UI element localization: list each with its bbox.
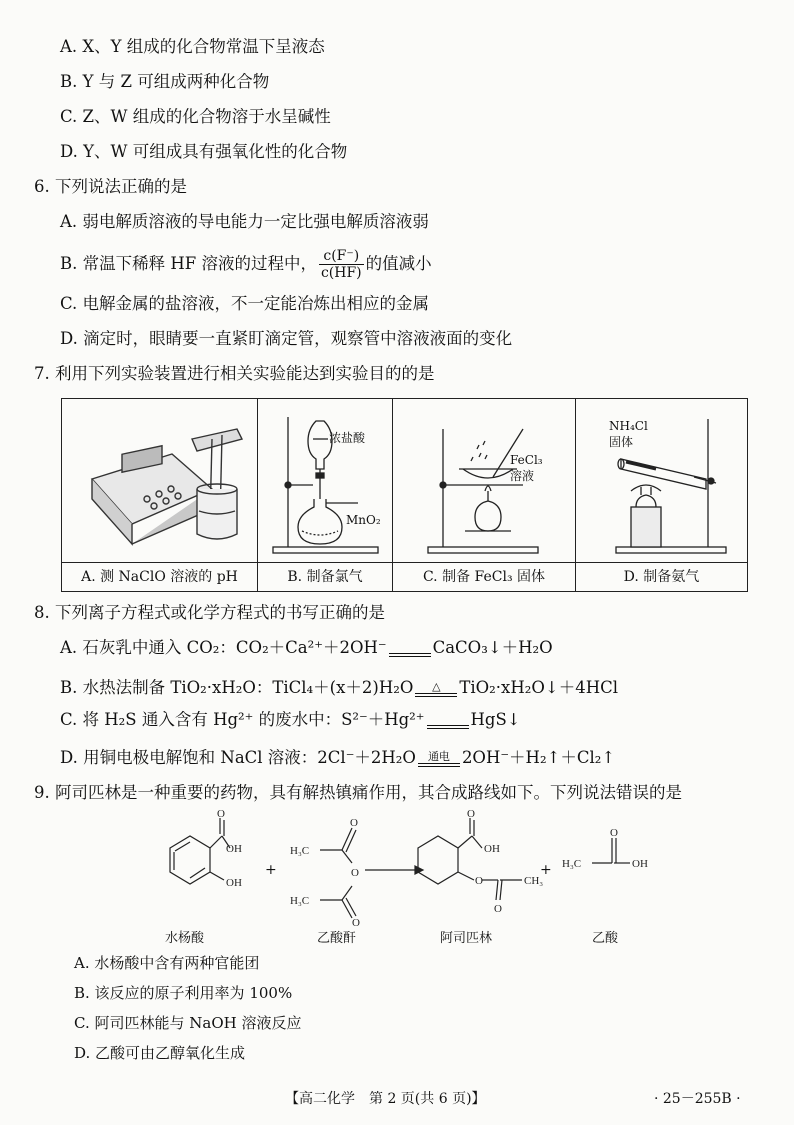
q7-stem: 7. 利用下列实验装置进行相关实验能达到实验目的的是 <box>34 364 435 383</box>
q8-c-left: C. 将 H₂S 通入含有 Hg²⁺ 的废水中：S²⁻＋Hg²⁺ <box>60 710 425 729</box>
q6-option-b <box>60 248 432 281</box>
heat-condition-sign <box>413 681 459 697</box>
caption-c: C. 制备 FeCl₃ 固体 <box>393 562 575 591</box>
caption-a: A. 测 NaClO 溶液的 pH <box>62 562 257 591</box>
q8-option-b <box>60 677 618 699</box>
oh-group: OH <box>484 843 500 855</box>
q8-d-right: 2OH⁻＋H₂↑＋Cl₂↑ <box>461 748 616 767</box>
equals-sign <box>425 713 471 729</box>
caption-b: B. 制备氯气 <box>258 562 392 591</box>
q6-option-c: C. 电解金属的盐溶液，不一定能冶炼出相应的金属 <box>60 294 430 313</box>
q8-d-left: D. 用铜电极电解饱和 NaCl 溶液：2Cl⁻＋2H₂O <box>60 748 416 767</box>
apparatus-table <box>61 398 748 592</box>
carbonyl-o: O <box>494 903 502 915</box>
oh-group: OH <box>226 843 242 855</box>
plus-sign: + <box>540 862 552 878</box>
q8-option-a <box>60 637 553 659</box>
ratio-fraction <box>319 248 364 281</box>
q8-c-right: HgS↓ <box>470 710 521 729</box>
q8-option-c <box>60 709 521 731</box>
h3c-group: H₃C <box>290 845 310 857</box>
q8-stem: 8. 下列离子方程式或化学方程式的书写正确的是 <box>34 603 385 622</box>
label-conc-hcl: 浓盐酸 <box>329 431 366 445</box>
q9-option-b: B. 该反应的原子利用率为 100% <box>74 984 293 1002</box>
fraction-denominator: c(HF) <box>320 265 362 281</box>
q9-option-a: A. 水杨酸中含有两种官能团 <box>74 954 260 972</box>
q6-b-suffix: 的值减小 <box>365 254 432 273</box>
oh-group: OH <box>226 877 242 889</box>
q6-stem: 6. 下列说法正确的是 <box>34 177 187 196</box>
q8-a-right: CaCO₃↓＋H₂O <box>432 638 553 657</box>
q9-option-d: D. 乙酸可由乙醇氧化生成 <box>74 1044 246 1062</box>
carbonyl-o: O <box>352 917 360 928</box>
label-fecl3: FeCl₃ <box>510 453 543 467</box>
equals-sign <box>387 641 433 657</box>
q5-option-a: A. X、Y 组成的化合物常温下呈液态 <box>60 37 325 56</box>
name-salicylic-acid: 水杨酸 <box>165 931 205 946</box>
electrolysis-condition-sign <box>416 751 462 767</box>
electrolysis-condition: 通电 <box>427 749 450 763</box>
q8-b-right: TiO₂·xH₂O↓＋4HCl <box>459 678 618 697</box>
q8-a-left: A. 石灰乳中通入 CO₂：CO₂＋Ca²⁺＋2OH⁻ <box>60 638 387 657</box>
bridging-o: O <box>351 867 359 879</box>
aspirin-synthesis-scheme <box>130 808 690 928</box>
name-acetic-anhydride: 乙酸酐 <box>317 931 357 946</box>
q5-option-d: D. Y、W 可组成具有强氧化性的化合物 <box>60 142 348 161</box>
q5-option-c: C. Z、W 组成的化合物溶于水呈碱性 <box>60 107 331 126</box>
q8-b-left: B. 水热法制备 TiO₂·xH₂O：TiCl₄＋(x＋2)H₂O <box>60 678 414 697</box>
label-solid: 固体 <box>609 435 634 449</box>
page-footer: 【高二化学 第 2 页(共 6 页)】 <box>285 1091 486 1107</box>
carbonyl-o: O <box>217 808 225 820</box>
name-acetic-acid: 乙酸 <box>592 931 619 946</box>
ammonia-apparatus-illustration <box>576 399 747 563</box>
exam-code: · 25－255B · <box>654 1091 741 1107</box>
q5-option-b: B. Y 与 Z 可组成两种化合物 <box>60 72 270 91</box>
q6-b-prefix: B. 常温下稀释 HF 溶液的过程中， <box>60 254 317 273</box>
evaporation-apparatus-illustration <box>393 399 575 563</box>
heat-condition: △ <box>432 679 441 693</box>
ch3-group: CH₃ <box>524 875 544 887</box>
fraction-numerator: c(F⁻) <box>319 248 364 265</box>
ester-o: O <box>475 875 483 887</box>
carbonyl-o: O <box>350 817 358 829</box>
q6-option-d: D. 滴定时，眼睛要一直紧盯滴定管，观察管中溶液液面的变化 <box>60 329 513 348</box>
label-solution: 溶液 <box>510 469 535 483</box>
h3c-group: H₃C <box>562 858 582 870</box>
carbonyl-o: O <box>610 827 618 839</box>
q9-option-c: C. 阿司匹林能与 NaOH 溶液反应 <box>74 1014 302 1032</box>
carbonyl-o: O <box>467 808 475 820</box>
q6-option-a: A. 弱电解质溶液的导电能力一定比强电解质溶液弱 <box>60 212 429 231</box>
oh-group: OH <box>632 858 648 870</box>
label-mno2: MnO₂ <box>346 513 381 527</box>
h3c-group: H₃C <box>290 895 310 907</box>
q8-option-d <box>60 747 615 769</box>
caption-d: D. 制备氨气 <box>576 562 747 591</box>
chlorine-apparatus-illustration <box>258 399 392 563</box>
name-aspirin: 阿司匹林 <box>440 931 493 946</box>
q9-stem: 9. 阿司匹林是一种重要的药物，具有解热镇痛作用，其合成路线如下。下列说法错误的是 <box>34 783 682 802</box>
label-nh4cl: NH₄Cl <box>609 419 648 433</box>
plus-sign: + <box>265 862 277 878</box>
ph-meter-illustration <box>62 399 257 563</box>
